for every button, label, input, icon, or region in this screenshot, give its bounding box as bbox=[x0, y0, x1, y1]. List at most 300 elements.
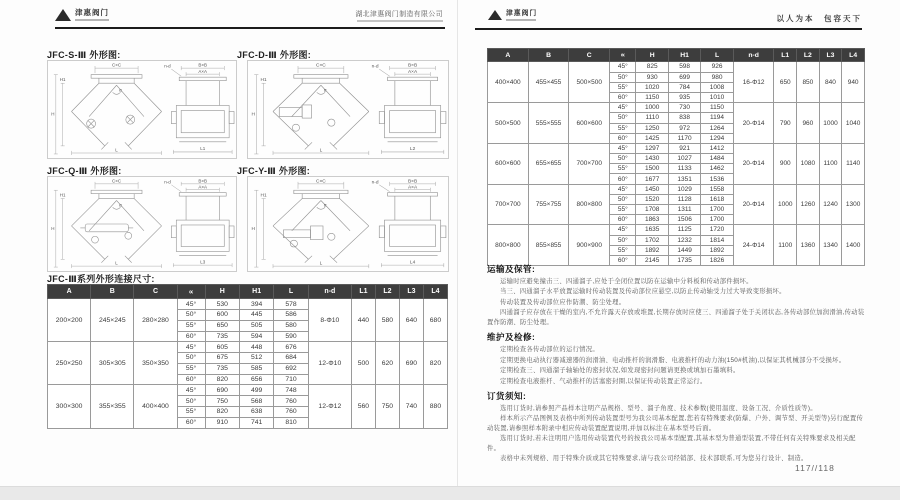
brand-name: 津惠阀门 bbox=[75, 8, 109, 17]
drawing-jfc-s bbox=[47, 60, 237, 159]
table-cell: 50° bbox=[177, 396, 205, 407]
svg-text:B×B: B×B bbox=[407, 178, 418, 184]
table-cell: 1708 bbox=[636, 205, 668, 215]
table-cell: 1400 bbox=[842, 225, 865, 266]
table-cell: 1264 bbox=[701, 123, 733, 133]
table-cell: 500 bbox=[351, 342, 375, 385]
table-cell: 825 bbox=[636, 62, 668, 72]
table-cell: 1133 bbox=[668, 164, 700, 174]
table-cell: 280×280 bbox=[134, 299, 177, 342]
table-cell: 1140 bbox=[842, 143, 865, 184]
table-cell: 55° bbox=[177, 320, 205, 331]
column-header: B bbox=[91, 285, 134, 299]
table-cell: 400×400 bbox=[134, 385, 177, 428]
table-cell: 512 bbox=[239, 353, 273, 364]
table-cell: 972 bbox=[668, 123, 700, 133]
table-cell: 300×300 bbox=[48, 385, 91, 428]
table-cell: 60° bbox=[610, 215, 636, 225]
svg-text:α: α bbox=[323, 202, 327, 208]
table-cell: 448 bbox=[239, 342, 273, 353]
table-cell: 568 bbox=[239, 396, 273, 407]
drawing-jfc-q bbox=[47, 176, 237, 272]
section-title: 维护及检修: bbox=[487, 332, 536, 343]
column-header: H bbox=[205, 285, 239, 299]
brand-logo-icon bbox=[488, 10, 502, 20]
table-row bbox=[48, 299, 448, 310]
table-cell: 1412 bbox=[701, 143, 733, 153]
table-cell: 650 bbox=[774, 62, 797, 103]
dimension-table bbox=[47, 284, 448, 429]
table-cell: 50° bbox=[610, 154, 636, 164]
table-cell: 440 bbox=[351, 299, 375, 342]
table-cell: 1000 bbox=[774, 184, 797, 225]
table-cell: 590 bbox=[274, 331, 308, 342]
drawing-title-jfc-y: JFC-Y-Ⅲ 外形图: bbox=[237, 166, 311, 176]
svg-text:B×B: B×B bbox=[198, 178, 208, 184]
table-cell: 1260 bbox=[797, 184, 820, 225]
table-cell: 910 bbox=[205, 417, 239, 428]
table-cell: 55° bbox=[177, 407, 205, 418]
brand-subline bbox=[506, 19, 536, 21]
company-name: 湖北津惠阀门制造有限公司 bbox=[355, 11, 443, 18]
section-paragraph: 四通溜子应存放在干燥的室内,不允许露天存放或堆置,长期存放时应使三、四通溜子处于关闭状态,各传动部位加润滑油,传动装置作防潮、防尘处理。 bbox=[487, 309, 865, 326]
scan-edge bbox=[0, 486, 900, 500]
table-cell: 445 bbox=[239, 309, 273, 320]
table-cell: 1449 bbox=[668, 245, 700, 255]
table-cell: 748 bbox=[274, 385, 308, 396]
info-section bbox=[487, 331, 865, 386]
svg-text:L: L bbox=[319, 148, 323, 154]
table-cell: 680 bbox=[423, 299, 447, 342]
column-header: H1 bbox=[239, 285, 273, 299]
table-cell: 684 bbox=[274, 353, 308, 364]
table-cell: 1100 bbox=[819, 143, 842, 184]
dimension-table bbox=[487, 48, 865, 266]
svg-text:H1: H1 bbox=[260, 78, 267, 84]
svg-text:L: L bbox=[319, 260, 323, 266]
svg-text:α: α bbox=[323, 88, 327, 94]
table-cell: 855×855 bbox=[528, 225, 569, 266]
table-cell: 355×355 bbox=[91, 385, 134, 428]
table-cell: 1194 bbox=[701, 113, 733, 123]
drawing-title-jfc-d: JFC-D-Ⅲ 外形图: bbox=[237, 50, 312, 60]
svg-text:H: H bbox=[51, 225, 55, 231]
column-header: L4 bbox=[842, 49, 865, 62]
column-header: L3 bbox=[399, 285, 423, 299]
svg-text:A×A: A×A bbox=[407, 69, 418, 75]
drawing-jfc-d bbox=[247, 60, 449, 159]
column-header: C bbox=[134, 285, 177, 299]
table-cell: 735 bbox=[205, 363, 239, 374]
column-header: L bbox=[701, 49, 733, 62]
table-row bbox=[488, 143, 865, 153]
table-cell: 245×245 bbox=[91, 299, 134, 342]
table-cell: 200×200 bbox=[48, 299, 91, 342]
section-paragraph: 选用订货时,请参照产品样本注明产品规格、型号、溜子角度、技术参数(使用温度、设备工况、介质性质等)。 bbox=[500, 404, 817, 412]
table-cell: 1677 bbox=[636, 174, 668, 184]
table-cell: 400×400 bbox=[488, 62, 529, 103]
table-cell: 820 bbox=[205, 407, 239, 418]
table-cell: 455×455 bbox=[528, 62, 569, 103]
table-cell: 700×700 bbox=[488, 184, 529, 225]
brand-logo-icon bbox=[55, 9, 71, 21]
column-header: H bbox=[636, 49, 668, 62]
table-cell: 655×655 bbox=[528, 143, 569, 184]
table-cell: 1080 bbox=[797, 143, 820, 184]
table-cell: 760 bbox=[274, 396, 308, 407]
svg-text:C×C: C×C bbox=[111, 62, 122, 68]
company-subline bbox=[357, 20, 443, 22]
svg-text:A×A: A×A bbox=[198, 68, 208, 74]
table-cell: 1110 bbox=[636, 113, 668, 123]
table-cell: 784 bbox=[668, 82, 700, 92]
table-cell: 1351 bbox=[668, 174, 700, 184]
table-cell: 45° bbox=[177, 385, 205, 396]
table-cell: 394 bbox=[239, 299, 273, 310]
table-cell: 20-Φ14 bbox=[733, 143, 774, 184]
table-cell: 499 bbox=[239, 385, 273, 396]
section-paragraph: 运输时应避免撞击三、四通溜子,应处于全闭位置以防在运输中分料板和传动部件损坏。 bbox=[500, 278, 753, 285]
table-cell: 1430 bbox=[636, 154, 668, 164]
column-header: L1 bbox=[351, 285, 375, 299]
svg-text:H: H bbox=[51, 111, 55, 117]
column-header: H1 bbox=[668, 49, 700, 62]
table-cell: 60° bbox=[610, 174, 636, 184]
table-cell: 1008 bbox=[701, 82, 733, 92]
svg-text:n-d: n-d bbox=[164, 63, 171, 69]
table-cell: 900×900 bbox=[569, 225, 610, 266]
header-row bbox=[488, 49, 865, 62]
svg-text:B×B: B×B bbox=[407, 63, 418, 69]
table-cell: 640 bbox=[399, 299, 423, 342]
brand-subline bbox=[75, 19, 109, 21]
info-section bbox=[487, 390, 865, 464]
section-title: 订货须知: bbox=[487, 390, 527, 401]
column-header: n-d bbox=[308, 285, 351, 299]
table-cell: 1232 bbox=[668, 235, 700, 245]
brand-left bbox=[55, 9, 109, 21]
table-cell: 840 bbox=[819, 62, 842, 103]
table-cell: 1000 bbox=[636, 103, 668, 113]
table-cell: 676 bbox=[274, 342, 308, 353]
table-cell: 921 bbox=[668, 143, 700, 153]
table-title-left: JFC-Ⅲ系列外形连接尺寸: bbox=[47, 274, 155, 284]
table-cell: 710 bbox=[274, 374, 308, 385]
table-cell: 1720 bbox=[701, 225, 733, 235]
column-header: C bbox=[569, 49, 610, 62]
table-cell: 1520 bbox=[636, 194, 668, 204]
table-cell: 20-Φ14 bbox=[733, 103, 774, 144]
section-paragraph: 表格中未列规格、用于特殊介质或其它特殊要求,请与我公司经销部、技术部联系,可为您另行设计、制造。 bbox=[500, 455, 808, 463]
table-cell: 838 bbox=[668, 113, 700, 123]
table-cell: 50° bbox=[610, 235, 636, 245]
svg-text:n-d: n-d bbox=[164, 179, 171, 185]
dimension-table-left bbox=[47, 284, 448, 427]
table-cell: 926 bbox=[701, 62, 733, 72]
section-title: 运输及保管: bbox=[487, 264, 536, 274]
table-cell: 620 bbox=[375, 342, 399, 385]
table-cell: 980 bbox=[701, 72, 733, 82]
svg-text:L2: L2 bbox=[409, 147, 416, 153]
table-cell: 605 bbox=[205, 342, 239, 353]
table-cell: 638 bbox=[239, 407, 273, 418]
table-cell: 60° bbox=[610, 255, 636, 265]
table-cell: 1150 bbox=[636, 92, 668, 102]
svg-text:L: L bbox=[115, 260, 118, 266]
table-cell: 60° bbox=[177, 374, 205, 385]
svg-text:C×C: C×C bbox=[316, 178, 326, 184]
table-cell: 930 bbox=[636, 72, 668, 82]
table-cell: 1040 bbox=[842, 103, 865, 144]
table-cell: 940 bbox=[842, 62, 865, 103]
column-header: B bbox=[528, 49, 569, 62]
table-cell: 555×555 bbox=[528, 103, 569, 144]
table-row bbox=[48, 385, 448, 396]
table-cell: 50° bbox=[610, 194, 636, 204]
section-paragraph: 定期检查各传动部位的运行情况。 bbox=[500, 346, 599, 354]
table-cell: 1029 bbox=[668, 184, 700, 194]
table-cell: 250×250 bbox=[48, 342, 91, 385]
table-cell: 600×600 bbox=[569, 103, 610, 144]
table-cell: 45° bbox=[610, 225, 636, 235]
table-cell: 1020 bbox=[636, 82, 668, 92]
drawing-title-jfc-q: JFC-Q-Ⅲ 外形图: bbox=[47, 166, 122, 176]
table-cell: 45° bbox=[610, 62, 636, 72]
table-cell: 1536 bbox=[701, 174, 733, 184]
table-cell: 580 bbox=[375, 299, 399, 342]
page-number: 117//118 bbox=[795, 463, 835, 473]
header-rule-left bbox=[55, 27, 445, 29]
table-cell: 50° bbox=[177, 309, 205, 320]
drawing-title-jfc-s: JFC-S-Ⅲ 外形图: bbox=[47, 50, 121, 60]
table-cell: 50° bbox=[610, 113, 636, 123]
table-cell: 1462 bbox=[701, 164, 733, 174]
table-cell: 1558 bbox=[701, 184, 733, 194]
table-cell: 1250 bbox=[636, 123, 668, 133]
table-cell: 530 bbox=[205, 299, 239, 310]
table-cell: 500×500 bbox=[488, 103, 529, 144]
brand-right bbox=[488, 10, 537, 21]
table-cell: 45° bbox=[610, 184, 636, 194]
section-paragraph: 定期检查电液推杆、气动推杆的活塞密封圈,以保证传动装置正常运行。 bbox=[500, 377, 707, 385]
info-sections bbox=[487, 263, 865, 468]
table-cell: 594 bbox=[239, 331, 273, 342]
table-cell: 60° bbox=[610, 133, 636, 143]
table-cell: 690 bbox=[205, 385, 239, 396]
table-cell: 1240 bbox=[819, 184, 842, 225]
column-header: L bbox=[274, 285, 308, 299]
table-cell: 800×800 bbox=[569, 184, 610, 225]
table-cell: 60° bbox=[177, 417, 205, 428]
table-cell: 1100 bbox=[774, 225, 797, 266]
table-cell: 50° bbox=[610, 72, 636, 82]
table-cell: 1702 bbox=[636, 235, 668, 245]
table-cell: 1892 bbox=[636, 245, 668, 255]
table-cell: 45° bbox=[610, 143, 636, 153]
section-paragraph: 选用订货时,若未注明用户选用传动装置代号的按我公司基本型配置,其基本型为普通型装置,不带任何有关特殊要求及相关配件。 bbox=[487, 435, 856, 452]
table-cell: 1618 bbox=[701, 194, 733, 204]
table-cell: 750 bbox=[205, 396, 239, 407]
header-row bbox=[48, 285, 448, 299]
table-cell: 820 bbox=[423, 342, 447, 385]
table-cell: 1294 bbox=[701, 133, 733, 143]
table-cell: 699 bbox=[668, 72, 700, 82]
table-cell: 690 bbox=[399, 342, 423, 385]
column-header: n-d bbox=[733, 49, 774, 62]
table-cell: 900 bbox=[774, 143, 797, 184]
svg-text:C×C: C×C bbox=[316, 63, 326, 69]
table-cell: 12-Φ10 bbox=[308, 342, 351, 385]
table-cell: 1425 bbox=[636, 133, 668, 143]
table-cell: 585 bbox=[239, 363, 273, 374]
svg-text:H1: H1 bbox=[260, 192, 267, 198]
table-cell: 55° bbox=[610, 164, 636, 174]
table-cell: 598 bbox=[668, 62, 700, 72]
table-cell: 55° bbox=[610, 205, 636, 215]
table-cell: 650 bbox=[205, 320, 239, 331]
svg-text:α: α bbox=[119, 87, 122, 93]
table-row bbox=[488, 225, 865, 235]
table-row bbox=[488, 184, 865, 194]
table-cell: 675 bbox=[205, 353, 239, 364]
svg-text:C×C: C×C bbox=[111, 178, 122, 184]
table-cell: 1297 bbox=[636, 143, 668, 153]
svg-text:H1: H1 bbox=[59, 77, 66, 83]
column-header: A bbox=[48, 285, 91, 299]
table-cell: 500×500 bbox=[569, 62, 610, 103]
table-cell: 730 bbox=[668, 103, 700, 113]
svg-text:n-d: n-d bbox=[371, 64, 379, 70]
section-paragraph: 传动装置及传动部位应作防潮、防尘处理。 bbox=[500, 298, 626, 306]
section-paragraph: 定期更换电动执行器减速器的润滑油、电动推杆的润滑脂、电液推杆的动力油(150#机油),以保证其机械部分不受损坏。 bbox=[500, 356, 846, 364]
table-cell: 1300 bbox=[842, 184, 865, 225]
svg-text:A×A: A×A bbox=[407, 184, 418, 190]
table-cell: 1170 bbox=[668, 133, 700, 143]
header-rule-right bbox=[475, 28, 862, 30]
table-cell: 45° bbox=[177, 342, 205, 353]
table-cell: 1700 bbox=[701, 205, 733, 215]
table-cell: 55° bbox=[610, 245, 636, 255]
svg-text:α: α bbox=[119, 202, 122, 208]
table-cell: 578 bbox=[274, 299, 308, 310]
table-cell: 55° bbox=[177, 363, 205, 374]
column-header: L1 bbox=[774, 49, 797, 62]
svg-text:L3: L3 bbox=[200, 259, 206, 265]
svg-text:A×A: A×A bbox=[198, 184, 208, 190]
table-cell: 24-Φ14 bbox=[733, 225, 774, 266]
table-cell: 790 bbox=[774, 103, 797, 144]
table-cell: 55° bbox=[610, 82, 636, 92]
column-header: ∝ bbox=[177, 285, 205, 299]
table-cell: 16-Φ12 bbox=[733, 62, 774, 103]
table-cell: 1360 bbox=[797, 225, 820, 266]
table-cell: 1735 bbox=[668, 255, 700, 265]
svg-text:L: L bbox=[115, 147, 118, 153]
table-cell: 8-Φ10 bbox=[308, 299, 351, 342]
table-cell: 45° bbox=[610, 103, 636, 113]
table-cell: 2145 bbox=[636, 255, 668, 265]
table-cell: 880 bbox=[423, 385, 447, 428]
column-header: ∝ bbox=[610, 49, 636, 62]
drawing-jfc-y bbox=[247, 176, 449, 272]
section-paragraph: 定期检查三、四通溜子轴轴处的密封状况,如发现密封问题请更换或填加石墨填料。 bbox=[500, 367, 740, 375]
table-cell: 750 bbox=[375, 385, 399, 428]
info-section bbox=[487, 263, 865, 327]
table-cell: 740 bbox=[399, 385, 423, 428]
table-cell: 350×350 bbox=[134, 342, 177, 385]
table-cell: 505 bbox=[239, 320, 273, 331]
dimension-table-right bbox=[487, 48, 865, 265]
table-cell: 1814 bbox=[701, 235, 733, 245]
table-cell: 700×700 bbox=[569, 143, 610, 184]
table-row bbox=[488, 103, 865, 113]
table-cell: 1506 bbox=[668, 215, 700, 225]
column-header: L3 bbox=[819, 49, 842, 62]
table-cell: 800×800 bbox=[488, 225, 529, 266]
table-cell: 741 bbox=[239, 417, 273, 428]
table-cell: 1484 bbox=[701, 154, 733, 164]
column-header: L2 bbox=[797, 49, 820, 62]
table-cell: 755×755 bbox=[528, 184, 569, 225]
svg-text:B×B: B×B bbox=[198, 62, 208, 68]
table-cell: 1340 bbox=[819, 225, 842, 266]
table-cell: 735 bbox=[205, 331, 239, 342]
section-paragraph: 样本所示产品图例及表格中所列传动装置型号为我公司基本配置,您若有特殊要求(防爆、户外、调节型、开关型等)另行配置传动装置,请参照样本附录中相应传动装置配置说明,并加以标注在基本型号后面。 bbox=[487, 415, 864, 432]
table-cell: 60° bbox=[177, 331, 205, 342]
table-cell: 55° bbox=[610, 123, 636, 133]
svg-text:H1: H1 bbox=[59, 192, 66, 198]
page-divider bbox=[457, 0, 458, 486]
table-cell: 1635 bbox=[636, 225, 668, 235]
table-cell: 960 bbox=[797, 103, 820, 144]
table-cell: 50° bbox=[177, 353, 205, 364]
svg-text:H: H bbox=[251, 226, 255, 231]
table-cell: 1892 bbox=[701, 245, 733, 255]
table-cell: 600 bbox=[205, 309, 239, 320]
table-cell: 692 bbox=[274, 363, 308, 374]
table-cell: 656 bbox=[239, 374, 273, 385]
table-cell: 60° bbox=[610, 92, 636, 102]
table-cell: 1826 bbox=[701, 255, 733, 265]
column-header: L4 bbox=[423, 285, 447, 299]
table-cell: 45° bbox=[177, 299, 205, 310]
svg-text:n-d: n-d bbox=[371, 179, 379, 185]
table-cell: 1450 bbox=[636, 184, 668, 194]
table-cell: 1700 bbox=[701, 215, 733, 225]
svg-text:H: H bbox=[251, 112, 255, 118]
table-row bbox=[48, 342, 448, 353]
table-cell: 810 bbox=[274, 417, 308, 428]
slogan: 以人为本 包容天下 bbox=[776, 14, 862, 23]
table-cell: 1128 bbox=[668, 194, 700, 204]
table-cell: 1000 bbox=[819, 103, 842, 144]
column-header: A bbox=[488, 49, 529, 62]
table-cell: 1010 bbox=[701, 92, 733, 102]
table-cell: 1027 bbox=[668, 154, 700, 164]
column-header: L2 bbox=[375, 285, 399, 299]
table-cell: 1500 bbox=[636, 164, 668, 174]
company-name-block bbox=[355, 11, 443, 22]
table-cell: 850 bbox=[797, 62, 820, 103]
table-cell: 12-Φ12 bbox=[308, 385, 351, 428]
svg-text:L1: L1 bbox=[200, 146, 206, 152]
table-cell: 305×305 bbox=[91, 342, 134, 385]
table-cell: 20-Φ14 bbox=[733, 184, 774, 225]
table-cell: 1863 bbox=[636, 215, 668, 225]
table-cell: 820 bbox=[205, 374, 239, 385]
table-cell: 1311 bbox=[668, 205, 700, 215]
svg-text:L4: L4 bbox=[409, 259, 416, 265]
